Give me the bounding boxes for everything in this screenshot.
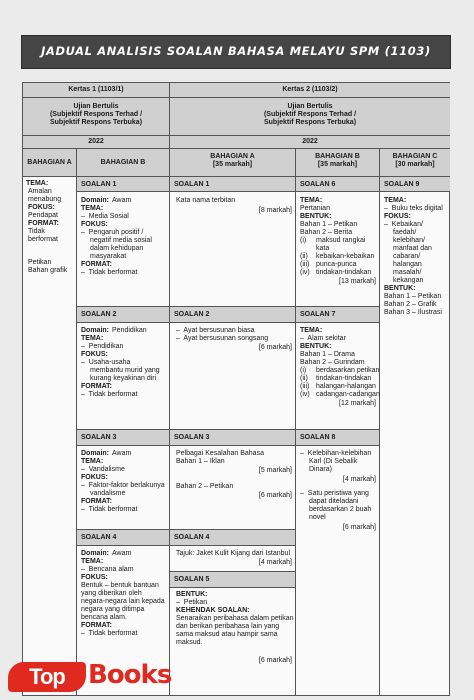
- value: cabaran/: [393, 253, 421, 260]
- rule: [76, 148, 77, 695]
- value: masyarakat: [90, 253, 127, 260]
- rule: [170, 571, 295, 572]
- value: – Alam sekitar: [300, 335, 346, 342]
- value: Bahan 3 – Ilustrasi: [384, 309, 442, 316]
- num: (ii): [300, 253, 308, 260]
- rule: [295, 148, 296, 695]
- value: Senaraikan peribahasa dalam petikan: [176, 615, 294, 622]
- value: Pendidikan: [112, 327, 147, 334]
- label: FOKUS:: [81, 351, 108, 358]
- k2b-soalan7-head: SOALAN 7: [300, 311, 336, 318]
- kertas1-type: Ujian Bertulis (Subjektif Respons Terhad / Subjektif Respons Terbuka): [49, 103, 143, 127]
- value: dalam kehidupan: [90, 245, 144, 252]
- num: (iv): [300, 269, 310, 276]
- markah: [6 markah]: [258, 657, 292, 664]
- markah: [12 markah]: [339, 400, 376, 407]
- value: – Media Sosial: [81, 213, 129, 220]
- value: Dinara): [309, 466, 332, 473]
- value: manfaat dan: [393, 245, 432, 252]
- value: – Kelebihan-kelebihan: [300, 450, 372, 457]
- markah: [5 markah]: [258, 467, 292, 474]
- title-banner: [22, 36, 450, 68]
- markah: [4 markah]: [258, 559, 292, 566]
- rule: [23, 97, 450, 98]
- value: faedah/: [393, 229, 417, 236]
- value: Awam: [112, 450, 132, 457]
- label: TEMA:: [300, 327, 323, 334]
- value: membantu murid yang: [90, 367, 160, 374]
- value: Pelbagai Kesalahan Bahasa: [176, 450, 264, 457]
- logo-books: Books: [88, 660, 172, 690]
- kertas1-header: Kertas 1 (1103/1): [68, 86, 124, 93]
- k2a-soalan4-head: SOALAN 4: [174, 534, 210, 541]
- value: – Vandalisme: [81, 466, 125, 473]
- rule: [77, 191, 450, 192]
- value: Bahan 1 – Iklan: [176, 458, 225, 465]
- rule: [77, 306, 379, 307]
- value: Bahan 2 – Petikan: [176, 483, 234, 490]
- rule: [23, 135, 450, 136]
- value: – Tidak berformat: [81, 269, 138, 276]
- value: tindakan-tindakan: [316, 269, 372, 276]
- value: Kata nama terbitan: [176, 197, 236, 204]
- value: – Bencana alam: [81, 566, 134, 573]
- kertas1-year: 2022: [88, 138, 104, 145]
- value: novel: [309, 514, 326, 521]
- label: TEMA:: [300, 197, 323, 204]
- col-a-line: TEMA:: [26, 180, 49, 187]
- col-a-line: berformat: [28, 236, 58, 243]
- label: FOKUS:: [384, 213, 411, 220]
- value: – Pengaruh positif /: [81, 229, 144, 236]
- label: TEMA:: [81, 558, 104, 565]
- value: – Kebaikan/: [384, 221, 423, 228]
- value: yang diberikan oleh: [81, 590, 142, 597]
- rule: [379, 148, 380, 695]
- value: Awam: [112, 550, 132, 557]
- value: Bahan 2 – Berita: [300, 229, 353, 236]
- label: FORMAT:: [81, 498, 112, 505]
- col-a-line: Bahan grafik: [28, 267, 68, 274]
- value: – Tidak berformat: [81, 391, 138, 398]
- k1-bahagian-b: BAHAGIAN B: [100, 159, 146, 166]
- k2a-soalan1-head: SOALAN 1: [174, 181, 210, 188]
- rule: [169, 83, 170, 695]
- value: berdasarkan petikan: [316, 367, 380, 374]
- value: Tajuk: Jaket Kulit Kijang dari Istanbul: [176, 550, 291, 557]
- kertas2-type: Ujian Bertulis (Subjektif Respons Terhad / Subjektif Respons Terbuka): [263, 103, 357, 127]
- rule: [170, 587, 295, 588]
- num: (iii): [300, 261, 310, 268]
- value: dan berikan peribahasa lain yang: [176, 623, 280, 630]
- value: vandalisme: [90, 490, 126, 497]
- k2b-soalan6-head: SOALAN 6: [300, 181, 336, 188]
- page-title: JADUAL ANALISIS SOALAN BAHASA MELAYU SPM (1103): [41, 44, 431, 58]
- value: punca-punca: [316, 261, 357, 268]
- value: kata: [316, 245, 330, 252]
- label: Domain:: [81, 197, 109, 204]
- label: BENTUK:: [176, 591, 208, 598]
- logo-top: Top: [8, 662, 86, 692]
- value: Pertanian: [300, 205, 330, 212]
- rule: [77, 529, 295, 530]
- label: Domain:: [81, 450, 109, 457]
- label: BENTUK:: [384, 285, 416, 292]
- analysis-table: [22, 82, 450, 696]
- rule: [77, 322, 379, 323]
- k2a-soalan2-head: SOALAN 2: [174, 311, 210, 318]
- value: – Ayat bersusunan biasa: [176, 327, 255, 334]
- value: maksud.: [176, 639, 203, 646]
- value: masalah/: [393, 269, 422, 276]
- label: FOKUS:: [81, 474, 108, 481]
- value: – Ayat bersusunan songsang: [176, 335, 269, 342]
- label: BENTUK:: [300, 343, 332, 350]
- num: (i): [300, 367, 307, 374]
- value: cadangan-cadangan: [316, 391, 380, 398]
- value: bencana alam.: [81, 614, 127, 621]
- value: kebaikan-kebaikan: [316, 253, 375, 260]
- value: Karl (Di Sebalik: [309, 458, 358, 465]
- value: – Buku teks digital: [384, 205, 443, 212]
- value: Bahan 1 – Petikan: [300, 221, 358, 228]
- col-a-line: FOKUS:: [28, 204, 55, 211]
- value: kelebihan/: [393, 237, 425, 244]
- rule: [77, 429, 379, 430]
- k1-soalan1-head: SOALAN 1: [81, 181, 117, 188]
- col-a-line: Tidak: [28, 228, 45, 235]
- value: – Petikan: [176, 599, 208, 606]
- num: (iii): [300, 383, 310, 390]
- markah: [6 markah]: [342, 524, 376, 531]
- col-a-line: Amalan: [28, 188, 52, 195]
- label: BENTUK:: [300, 213, 332, 220]
- k1-soalan3-head: SOALAN 3: [81, 434, 117, 441]
- value: negara-negara lain kepada: [81, 598, 165, 605]
- k2a-soalan5-head: SOALAN 5: [174, 576, 210, 583]
- col-a-line: Pendapat: [28, 212, 58, 219]
- label: FOKUS:: [81, 574, 108, 581]
- value: tindakan-tindakan: [316, 375, 372, 382]
- value: Bahan 2 – Grafik: [384, 301, 437, 308]
- markah: [4 markah]: [342, 476, 376, 483]
- k2b-soalan8-head: SOALAN 8: [300, 434, 336, 441]
- col-a-line: Petikan: [28, 259, 52, 266]
- num: (iv): [300, 391, 310, 398]
- num: (ii): [300, 375, 308, 382]
- label: Domain:: [81, 550, 109, 557]
- k2-bahagian-c: BAHAGIAN C [30 markah]: [392, 153, 438, 169]
- value: negara yang ditimpa: [81, 606, 145, 613]
- value: – Usaha-usaha: [81, 359, 131, 366]
- value: halangan-halangan: [316, 383, 376, 390]
- rule: [23, 176, 450, 177]
- value: – Pendidikan: [81, 343, 124, 350]
- markah: [8 markah]: [258, 207, 292, 214]
- value: Bentuk – bentuk bantuan: [81, 582, 159, 589]
- kertas2-year: 2022: [302, 138, 318, 145]
- value: – Tidak berformat: [81, 506, 138, 513]
- value: – Tidak berformat: [81, 630, 138, 637]
- rule: [77, 445, 379, 446]
- rule: [77, 545, 295, 546]
- label: Domain:: [81, 327, 109, 334]
- value: sama maksud atau hampir sama: [176, 631, 278, 638]
- markah: [6 markah]: [258, 492, 292, 499]
- markah: [6 markah]: [258, 344, 292, 351]
- label: FORMAT:: [81, 383, 112, 390]
- label: TEMA:: [81, 458, 104, 465]
- value: kekangan: [393, 277, 424, 284]
- value: – Satu peristiwa yang: [300, 490, 369, 497]
- k2-bahagian-a: BAHAGIAN A [35 markah]: [210, 153, 255, 169]
- markah: [13 markah]: [339, 278, 376, 285]
- value: berdasarkan 2 buah: [309, 506, 372, 513]
- label: TEMA:: [81, 205, 104, 212]
- value: maksud rangkai: [316, 237, 366, 244]
- label: FOKUS:: [81, 221, 108, 228]
- k1-soalan4-head: SOALAN 4: [81, 534, 117, 541]
- k2a-soalan3-head: SOALAN 3: [174, 434, 210, 441]
- col-a-line: FORMAT:: [28, 220, 59, 227]
- value: negatif media sosial: [90, 237, 152, 244]
- value: halangan: [393, 261, 422, 268]
- k1-bahagian-a: BAHAGIAN A: [27, 159, 72, 166]
- label: FORMAT:: [81, 261, 112, 268]
- col-a-line: menabung: [28, 196, 62, 203]
- rule: [23, 148, 450, 149]
- label: TEMA:: [81, 335, 104, 342]
- label: KEHENDAK SOALAN:: [176, 607, 250, 614]
- label: FORMAT:: [81, 622, 112, 629]
- value: dapat diteladani: [309, 498, 359, 505]
- value: Bahan 2 – Gurindam: [300, 359, 365, 366]
- k2-bahagian-b: BAHAGIAN B [35 markah]: [315, 153, 360, 169]
- value: Bahan 1 – Drama: [300, 351, 355, 358]
- value: Awam: [112, 197, 132, 204]
- k1-soalan2-head: SOALAN 2: [81, 311, 117, 318]
- value: kurang keyakinan diri: [90, 375, 157, 382]
- k2c-soalan9-head: SOALAN 9: [384, 181, 420, 188]
- value: Bahan 1 – Petikan: [384, 293, 442, 300]
- topbooks-logo: [8, 662, 208, 696]
- num: (i): [300, 237, 307, 244]
- label: TEMA:: [384, 197, 407, 204]
- kertas2-header: Kertas 2 (1103/2): [282, 86, 338, 93]
- value: – Faktor-faktor berlakunya: [81, 482, 165, 489]
